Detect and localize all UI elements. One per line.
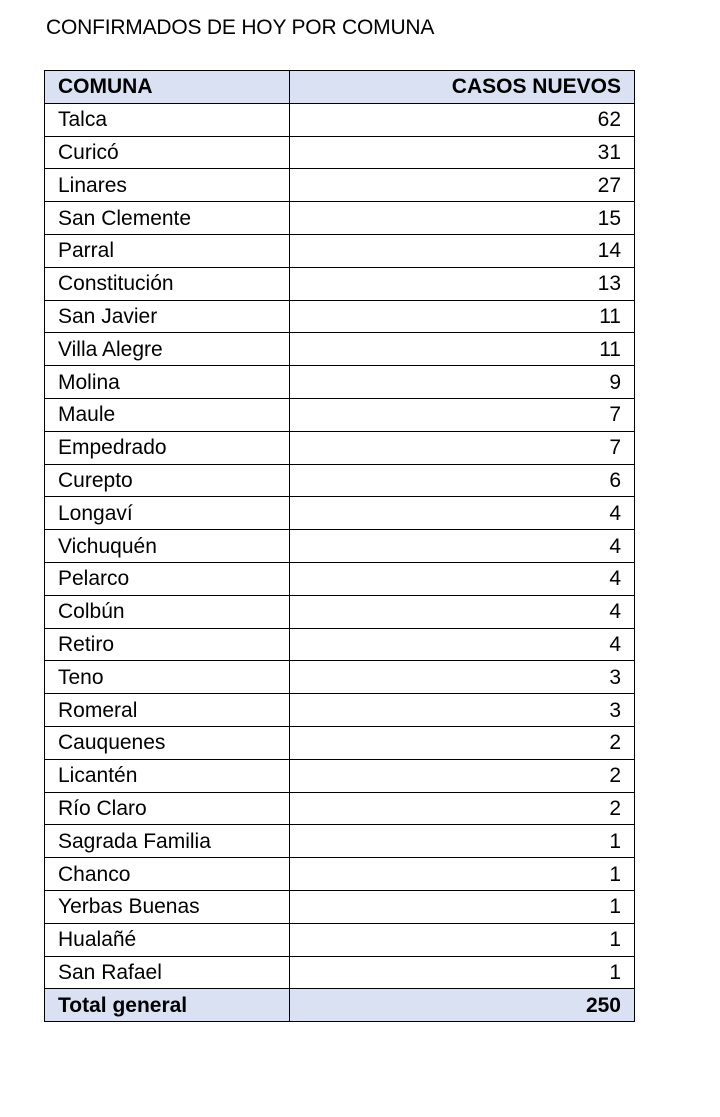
- table-row: [45, 202, 635, 235]
- table-row: [45, 464, 635, 497]
- table-row: [45, 956, 635, 989]
- commune-name-cell: Colbún: [45, 595, 290, 628]
- commune-name-cell: Sagrada Familia: [45, 825, 290, 858]
- table-row: [45, 628, 635, 661]
- commune-name-cell: Romeral: [45, 694, 290, 727]
- new-cases-cell: 4: [290, 595, 635, 628]
- table-row: [45, 366, 635, 399]
- table-row: [45, 661, 635, 694]
- new-cases-cell: 7: [290, 398, 635, 431]
- new-cases-cell: 3: [290, 661, 635, 694]
- table-row: [45, 562, 635, 595]
- commune-name-cell: Linares: [45, 169, 290, 202]
- commune-name-cell: Chanco: [45, 858, 290, 891]
- commune-name-cell: Maule: [45, 398, 290, 431]
- table-row: [45, 858, 635, 891]
- commune-name-cell: Curepto: [45, 464, 290, 497]
- new-cases-cell: 4: [290, 628, 635, 661]
- commune-name-cell: Vichuquén: [45, 530, 290, 563]
- new-cases-cell: 2: [290, 759, 635, 792]
- commune-name-cell: Empedrado: [45, 431, 290, 464]
- commune-name-cell: Villa Alegre: [45, 333, 290, 366]
- table-header-row: [45, 71, 635, 104]
- new-cases-cell: 15: [290, 202, 635, 235]
- new-cases-cell: 2: [290, 792, 635, 825]
- table-row: [45, 759, 635, 792]
- commune-name-cell: Pelarco: [45, 562, 290, 595]
- new-cases-cell: 4: [290, 497, 635, 530]
- table-row: [45, 694, 635, 727]
- commune-name-cell: San Clemente: [45, 202, 290, 235]
- commune-name-cell: Yerbas Buenas: [45, 890, 290, 923]
- commune-name-cell: San Rafael: [45, 956, 290, 989]
- commune-name-cell: Constitución: [45, 267, 290, 300]
- commune-name-cell: Río Claro: [45, 792, 290, 825]
- commune-name-cell: Curicó: [45, 136, 290, 169]
- header-comuna: COMUNA: [45, 71, 290, 104]
- commune-name-cell: Parral: [45, 234, 290, 267]
- commune-name-cell: Talca: [45, 103, 290, 136]
- commune-name-cell: Retiro: [45, 628, 290, 661]
- new-cases-cell: 4: [290, 530, 635, 563]
- commune-name-cell: Licantén: [45, 759, 290, 792]
- table-row: [45, 431, 635, 464]
- total-value: 250: [290, 989, 635, 1022]
- table-row: [45, 595, 635, 628]
- table-row: [45, 530, 635, 563]
- commune-name-cell: San Javier: [45, 300, 290, 333]
- new-cases-cell: 9: [290, 366, 635, 399]
- table-row: [45, 497, 635, 530]
- new-cases-cell: 1: [290, 858, 635, 891]
- table-row: [45, 398, 635, 431]
- table-row: [45, 234, 635, 267]
- new-cases-cell: 2: [290, 726, 635, 759]
- commune-name-cell: Molina: [45, 366, 290, 399]
- table-row: [45, 103, 635, 136]
- new-cases-cell: 31: [290, 136, 635, 169]
- table-row: [45, 825, 635, 858]
- table-row: [45, 923, 635, 956]
- cases-by-commune-table: [44, 70, 635, 1022]
- new-cases-cell: 4: [290, 562, 635, 595]
- new-cases-cell: 1: [290, 956, 635, 989]
- new-cases-cell: 3: [290, 694, 635, 727]
- commune-name-cell: Hualañé: [45, 923, 290, 956]
- total-row: [45, 989, 635, 1022]
- new-cases-cell: 13: [290, 267, 635, 300]
- table-row: [45, 792, 635, 825]
- new-cases-cell: 7: [290, 431, 635, 464]
- new-cases-cell: 6: [290, 464, 635, 497]
- table-row: [45, 136, 635, 169]
- table-body: [45, 103, 635, 989]
- total-label: Total general: [45, 989, 290, 1022]
- document-title: CONFIRMADOS DE HOY POR COMUNA: [46, 16, 435, 39]
- commune-name-cell: Teno: [45, 661, 290, 694]
- table-row: [45, 169, 635, 202]
- table-row: [45, 726, 635, 759]
- commune-name-cell: Longaví: [45, 497, 290, 530]
- header-casos-nuevos: CASOS NUEVOS: [290, 71, 635, 104]
- new-cases-cell: 1: [290, 923, 635, 956]
- new-cases-cell: 11: [290, 300, 635, 333]
- new-cases-cell: 1: [290, 890, 635, 923]
- new-cases-cell: 1: [290, 825, 635, 858]
- new-cases-cell: 11: [290, 333, 635, 366]
- table-row: [45, 300, 635, 333]
- new-cases-cell: 27: [290, 169, 635, 202]
- new-cases-cell: 62: [290, 103, 635, 136]
- table-row: [45, 267, 635, 300]
- commune-name-cell: Cauquenes: [45, 726, 290, 759]
- table-row: [45, 333, 635, 366]
- new-cases-cell: 14: [290, 234, 635, 267]
- table-row: [45, 890, 635, 923]
